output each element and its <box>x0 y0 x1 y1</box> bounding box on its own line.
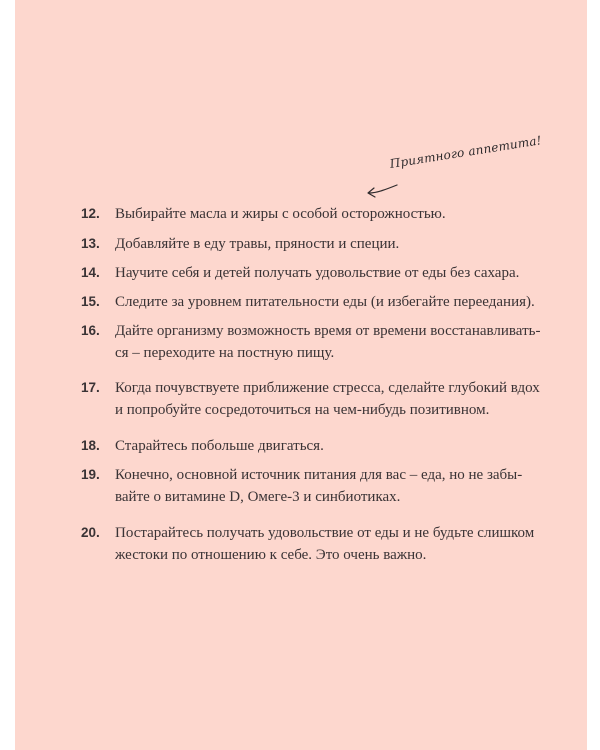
item-number: 19. <box>81 467 100 482</box>
list-item <box>81 435 581 457</box>
item-number: 20. <box>81 525 100 540</box>
item-number: 17. <box>81 380 100 395</box>
item-number: 15. <box>81 294 100 309</box>
item-text: Конечно, основной источник питания для вас – еда, но не забы- вайте о витамине D, Омеге-3 и синбиотиках. <box>115 467 523 505</box>
item-text: Постарайтесь получать удовольствие от еды и не будьте слишком жестоки по отношению к себе. Это очень важно. <box>115 525 535 563</box>
item-number: 12. <box>81 206 100 221</box>
item-text: Когда почувствуете приближение стресса, сделайте глубокий вдох и попробуйте сосредоточиться на чем-нибудь позитивном. <box>115 380 540 418</box>
note-text: Приятного аппетита! <box>388 133 543 171</box>
list-item <box>81 464 581 508</box>
list-item <box>81 262 581 284</box>
handwritten-note <box>357 133 557 205</box>
item-text: Научите себя и детей получать удовольствие от еды без сахара. <box>115 265 520 281</box>
item-text: Старайтесь побольше двигаться. <box>115 438 324 454</box>
list-item <box>81 522 581 566</box>
list-item <box>81 233 581 255</box>
item-number: 14. <box>81 265 100 280</box>
item-number: 18. <box>81 438 100 453</box>
item-text: Дайте организму возможность время от времени восстанавливать- ся – переходите на постную пищу. <box>115 323 541 361</box>
list-item <box>81 320 581 364</box>
list-item <box>81 291 581 313</box>
item-text: Следите за уровнем питательности еды (и избегайте переедания). <box>115 294 535 310</box>
item-text: Выбирайте масла и жиры с особой осторожностью. <box>115 206 446 222</box>
list-item <box>81 377 581 421</box>
item-number: 13. <box>81 236 100 251</box>
list-item <box>81 203 581 225</box>
item-text: Добавляйте в еду травы, пряности и специи. <box>115 236 400 252</box>
book-page <box>15 0 587 750</box>
item-number: 16. <box>81 323 100 338</box>
